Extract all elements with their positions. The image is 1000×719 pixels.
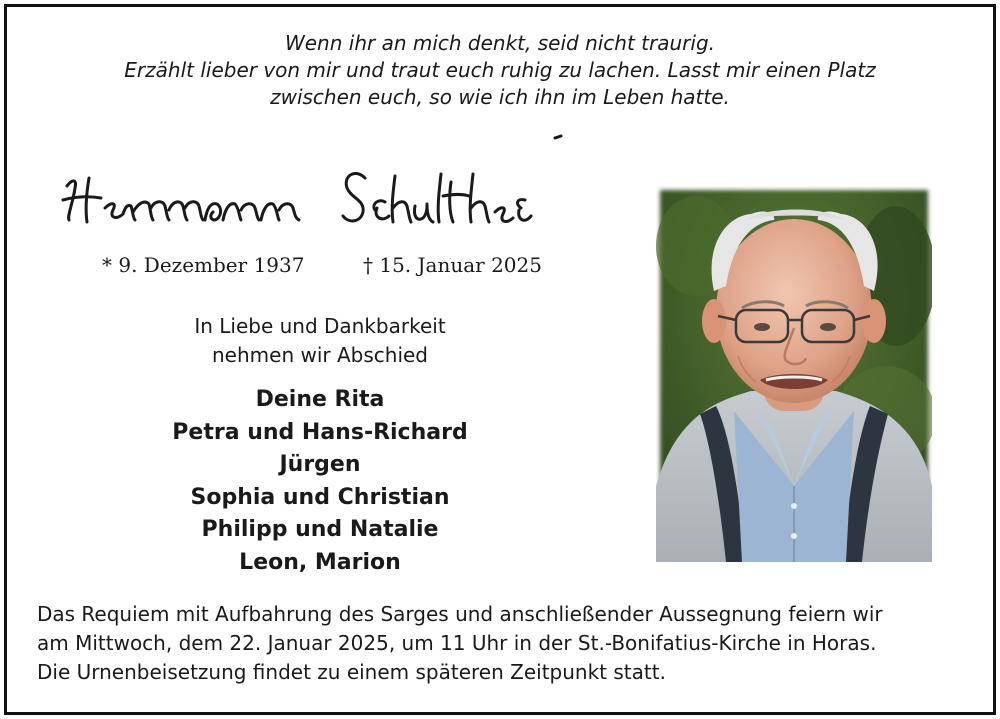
- poem-line: zwischen euch, so wie ich ihn im Leben hatte.: [270, 85, 730, 109]
- poem-line: Erzählt lieber von mir und traut euch ruhig zu lachen. Lasst mir einen Platz: [124, 58, 876, 82]
- family-member: Sophia und Christian: [190, 484, 450, 510]
- farewell-line: In Liebe und Dankbarkeit: [194, 314, 446, 338]
- death-date: † 15. Januar 2025: [363, 253, 542, 277]
- family-member: Deine Rita: [255, 387, 385, 412]
- family-member: Philipp und Natalie: [201, 517, 439, 542]
- notice-line: Das Requiem mit Aufbahrung des Sarges und anschließender Aussegnung feiern wir: [37, 602, 883, 626]
- portrait-photo: [656, 186, 932, 562]
- family-member: Leon, Marion: [239, 549, 401, 575]
- poem-line: Wenn ihr an mich denkt, seid nicht traurig.: [284, 31, 716, 55]
- notice-line: am Mittwoch, dem 22. Januar 2025, um 11 Uhr in der St.-Bonifatius-Kirche in Horas.: [37, 631, 877, 655]
- birth-date: * 9. Dezember 1937: [102, 253, 305, 277]
- poem: [0, 30, 1000, 111]
- farewell-line: nehmen wir Abschied: [212, 343, 428, 367]
- family-member: Petra und Hans-Richard: [172, 419, 468, 445]
- notice-line: Die Urnenbeisetzung findet zu einem späteren Zeitpunkt statt.: [37, 660, 666, 684]
- farewell-text: [120, 312, 520, 370]
- family-member: Jürgen: [279, 452, 361, 477]
- service-notice: [37, 600, 977, 687]
- family-list: [120, 384, 520, 579]
- signature: [55, 128, 615, 238]
